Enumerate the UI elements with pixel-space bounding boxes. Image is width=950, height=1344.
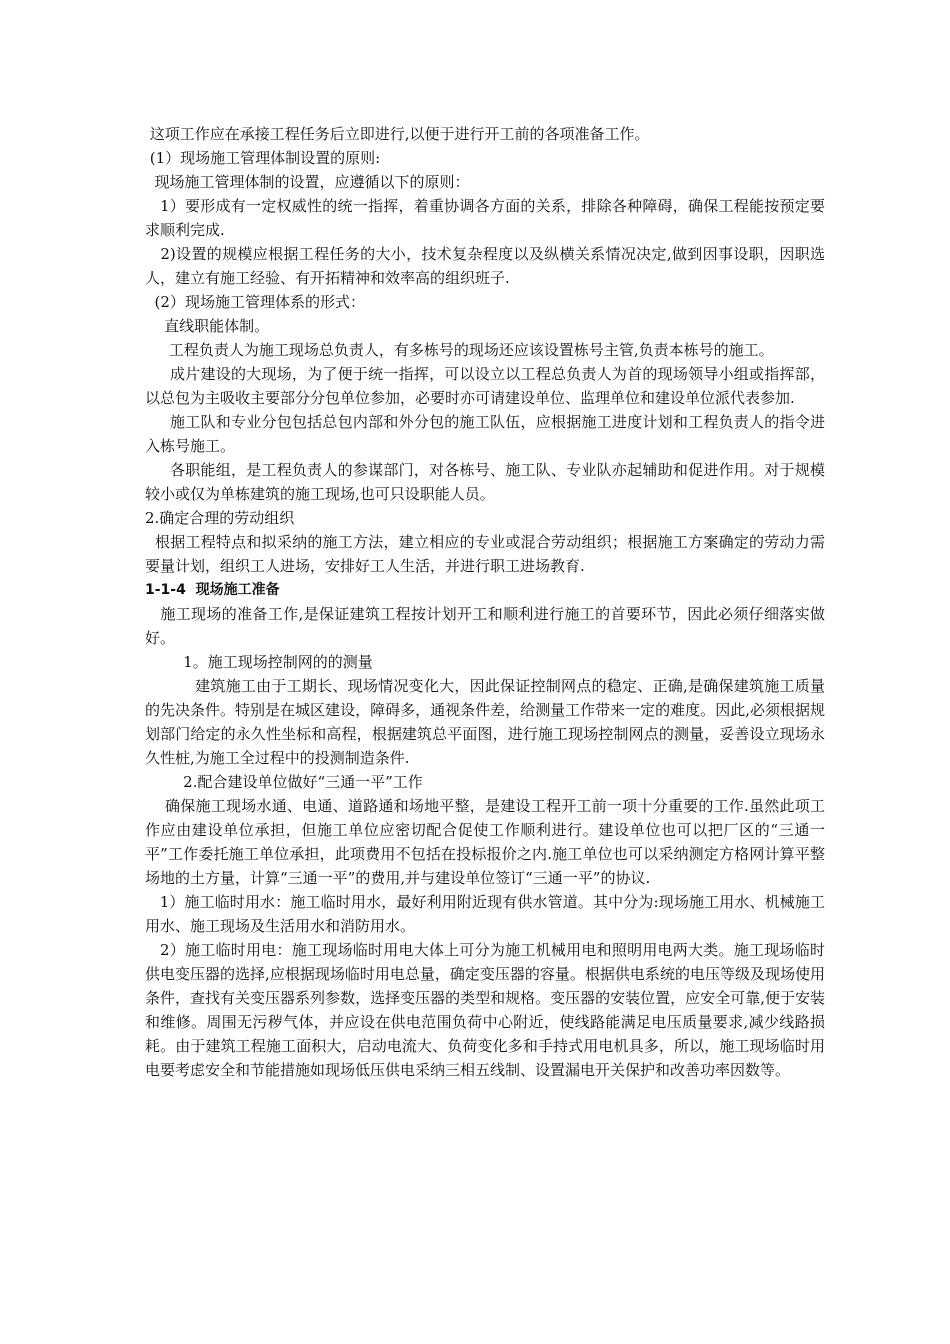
paragraph-labor-title: 2.确定合理的劳动组织 xyxy=(145,509,295,527)
paragraph-construction-teams: 施工队和专业分包包括总包内部和外分包的施工队伍，应根据施工进度计划和工程负责人的指令进入栋号施工。 xyxy=(145,413,825,455)
paragraph-intro: 这项工作应在承接工程任务后立即进行,以便于进行开工前的各项准备工作。 xyxy=(145,125,650,143)
paragraph-labor-body: 根据工程特点和拟采纳的施工方法，建立相应的专业或混合劳动组织；根据施工方案确定的劳动力需要量计划，组织工人进场，安排好工人生活，并进行职工进场教育. xyxy=(145,533,825,575)
paragraph-line-function: 直线职能体制。 xyxy=(145,317,270,335)
document-body xyxy=(145,122,825,1082)
paragraph-three-links-body: 确保施工现场水通、电通、道路通和场地平整，是建设工程开工前一项十分重要的工作.虽然此项工作应由建设单位承担，但施工单位应密切配合促使工作顺利进行。建设单位也可以把厂区的“三通一平”工作委托施工单位承担，此项费用不包括在投标报价之内.施工单位也可以采纳测定方格网计算平整场地的土方量，计算“三通一平”的费用,并与建设单位签订“三通一平”的协议. xyxy=(145,797,825,887)
paragraph-principle-1: 1）要形成有一定权威性的统一指挥，着重协调各方面的关系，排除各种障碍，确保工程能按预定要求顺利完成. xyxy=(145,197,825,239)
paragraph-project-leader: 工程负责人为施工现场总负责人，有多栋号的现场还应该设置栋号主管,负责本栋号的施工。 xyxy=(145,341,774,359)
paragraph-temp-power: 2）施工临时用电：施工现场临时用电大体上可分为施工机械用电和照明用电两大类。施工现场临时供电变压器的选择,应根据现场临时用电总量，确定变压器的容量。根据供电系统的电压等级及现场使用条件，查找有关变压器系列参数，选择变压器的类型和规格。变压器的安装位置，应安全可靠,便于安装和维修。周围无污秽气体，并应设在供电范围负荷中心附近，使线路能满足电压质量要求,减少线路损耗。由于建筑工程施工面积大，启动电流大、负荷变化多和手持式用电机具多，所以，施工现场临时用电要考虑安全和节能措施如现场低压供电采纳三相五线制、设置漏电开关保护和改善功率因数等。 xyxy=(145,941,825,1079)
paragraph-section-1-title: (1）现场施工管理体制设置的原则: xyxy=(145,149,381,167)
section-heading-1-1-4: 1-1-4 现场施工准备 xyxy=(145,582,280,598)
paragraph-section-2-title: (2）现场施工管理体系的形式： xyxy=(145,293,365,311)
paragraph-principle-2: 2)设置的规模应根据工程任务的大小，技术复杂程度以及纵横关系情况决定,做到因事设职，因职选人，建立有施工经验、有开拓精神和效率高的组织班子. xyxy=(145,245,825,287)
paragraph-functional-groups: 各职能组，是工程负责人的参谋部门，对各栋号、施工队、专业队亦起辅助和促进作用。对于规模较小或仅为单栋建筑的施工现场,也可只设职能人员。 xyxy=(145,461,825,503)
paragraph-control-network-body: 建筑施工由于工期长、现场情况变化大，因此保证控制网点的稳定、正确,是确保建筑施工质量的先决条件。特别是在城区建设，障碍多，通视条件差，给测量工作带来一定的难度。因此,必须根据规划部门给定的永久性坐标和高程，根据建筑总平面图，进行施工现场控制网点的测量，妥善设立现场永久性桩,为施工全过程中的投测制造条件. xyxy=(145,677,825,767)
paragraph-site-prep: 施工现场的准备工作,是保证建筑工程按计划开工和顺利进行施工的首要环节，因此必须仔细落实做好。 xyxy=(145,605,825,647)
paragraph-three-links-title: 2.配合建设单位做好“三通一平”工作 xyxy=(145,773,423,791)
paragraph-control-network-title: 1。施工现场控制网的的测量 xyxy=(145,653,373,671)
paragraph-principles-intro: 现场施工管理体制的设置，应遵循以下的原则： xyxy=(145,173,470,191)
paragraph-temp-water: 1）施工临时用水：施工临时用水，最好利用附近现有供水管道。其中分为:现场施工用水、机械施工用水、施工现场及生活用水和消防用水。 xyxy=(145,893,825,935)
paragraph-large-site: 成片建设的大现场，为了便于统一指挥，可以设立以工程总负责人为首的现场领导小组或指挥部，以总包为主吸收主要部分分包单位参加，必要时亦可请建设单位、监理单位和建设单位派代表参加. xyxy=(145,365,825,407)
